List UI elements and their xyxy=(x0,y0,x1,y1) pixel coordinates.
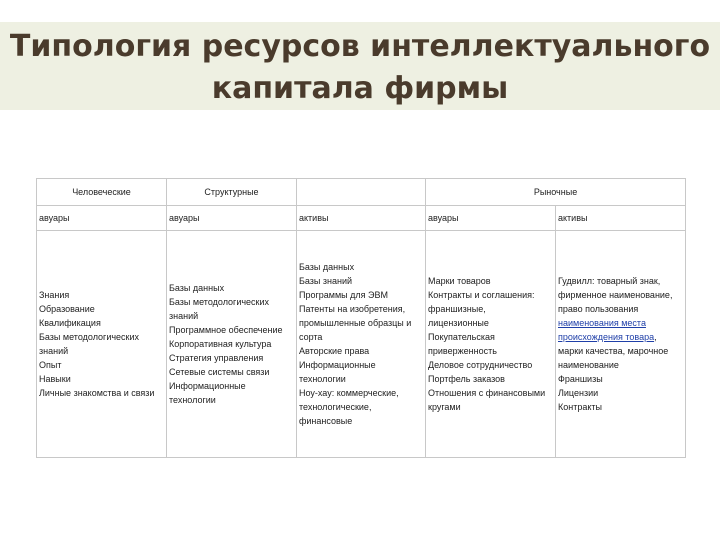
list-item: Знания xyxy=(39,290,70,300)
list-item: Базы методологических знаний xyxy=(39,332,140,356)
structural-assets-cell xyxy=(297,231,426,458)
list-item: Стратегия управления xyxy=(169,353,264,363)
list-item: Патенты на изобретения, xyxy=(299,304,406,314)
list-item: Корпоративная культура xyxy=(169,339,272,349)
slide-title-line-2: капитала фирмы xyxy=(211,71,509,106)
list-item: промышленные образцы и xyxy=(299,318,412,328)
structural-holdings-cell xyxy=(167,231,297,458)
list-item: Сетевые системы связи xyxy=(169,367,270,377)
human-assets-cell xyxy=(37,231,167,458)
list-item: Контракты и соглашения: xyxy=(428,290,535,300)
list-item: Портфель заказов xyxy=(428,374,505,384)
header-empty xyxy=(297,179,426,206)
list-item: Программы для ЭВМ xyxy=(299,290,388,300)
list-item: Программное обеспечение xyxy=(169,325,283,335)
subheader-cell: авуары xyxy=(167,206,297,231)
list-item: Личные знакомства и связи xyxy=(39,388,155,398)
subheader-cell: активы xyxy=(556,206,686,231)
list-item: франшизные, xyxy=(428,304,486,314)
list-item: Навыки xyxy=(39,374,71,384)
list-item: Деловое сотрудничество xyxy=(428,360,533,370)
market-holdings-cell xyxy=(426,231,556,458)
table-header-row xyxy=(37,179,686,206)
slide-title-line-1: Типология ресурсов интеллектуального xyxy=(9,29,711,64)
list-item: лицензионные xyxy=(428,318,489,328)
list-item: Базы данных xyxy=(169,283,225,293)
market-assets-paragraph xyxy=(558,274,683,372)
list-item: Авторские права xyxy=(299,346,370,356)
origin-name-link[interactable]: наименования места происхождения товара xyxy=(558,318,655,342)
list-item: Отношения с финансовыми кругами xyxy=(428,388,546,412)
list-item: Опыт xyxy=(39,360,62,370)
list-item: Информационные технологии xyxy=(169,381,246,405)
list-item: Франшизы xyxy=(558,374,603,384)
list-item: сорта xyxy=(299,332,323,342)
list-item: Покупательская приверженность xyxy=(428,332,497,356)
list-item: Марки товаров xyxy=(428,276,491,286)
list-item: Базы знаний xyxy=(299,276,353,286)
list-item: Лицензии xyxy=(558,388,599,398)
subheader-cell: авуары xyxy=(37,206,167,231)
goodwill-text: Гудвилл: товарный знак, фирменное наименование, право пользования xyxy=(558,276,673,314)
list-item: Информационные технологии xyxy=(299,360,376,384)
table-body-row xyxy=(37,231,686,458)
list-item: Ноу-хау: коммерческие, технологические, финансовые xyxy=(299,388,399,426)
resources-table xyxy=(36,178,686,458)
market-assets-cell xyxy=(556,231,686,458)
header-market: Рыночные xyxy=(426,179,686,206)
header-structural: Структурные xyxy=(167,179,297,206)
subheader-cell: авуары xyxy=(426,206,556,231)
quality-marks-text: , марки качества, марочное наименование xyxy=(558,332,669,370)
list-item: Контракты xyxy=(558,402,602,412)
list-item: Базы методологических знаний xyxy=(169,297,270,321)
slide-title xyxy=(0,26,720,110)
list-item: Базы данных xyxy=(299,262,355,272)
list-item: Квалификация xyxy=(39,318,101,328)
list-item: Образование xyxy=(39,304,95,314)
header-human: Человеческие xyxy=(37,179,167,206)
subheader-cell: активы xyxy=(297,206,426,231)
table-subheader-row xyxy=(37,206,686,231)
